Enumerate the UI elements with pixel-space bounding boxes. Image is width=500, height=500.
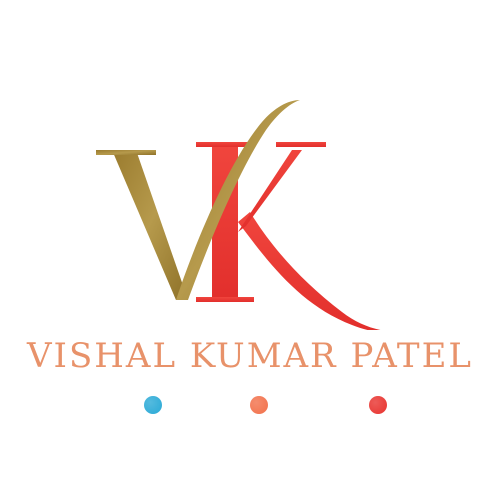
letter-v-serif (96, 150, 156, 155)
dot-red (369, 396, 387, 414)
dot-orange (250, 396, 268, 414)
letter-v-left (112, 150, 186, 300)
dot-blue (144, 396, 162, 414)
brand-name (0, 336, 500, 376)
letter-k-arm (238, 150, 302, 232)
letter-k-arm-serif (276, 142, 326, 147)
decorative-dots (0, 396, 500, 416)
brand-name-text: VISHAL KUMAR PATEL (26, 336, 473, 376)
letter-k-leg (238, 212, 400, 330)
